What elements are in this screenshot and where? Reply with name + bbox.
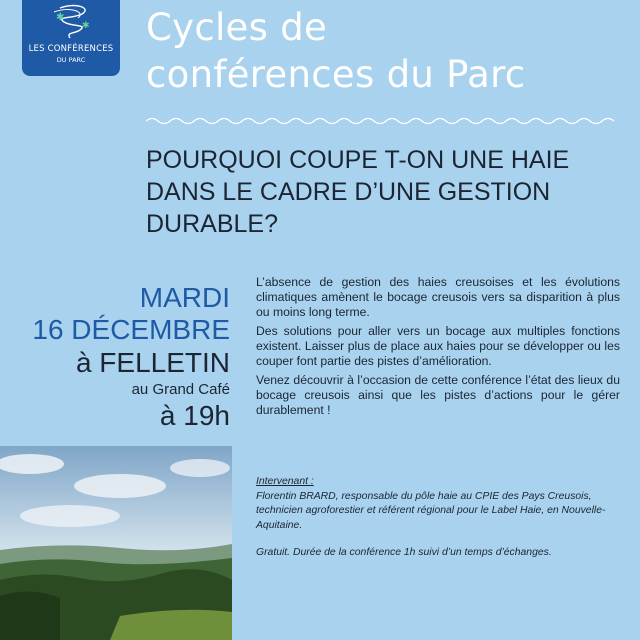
page-title — [146, 4, 525, 98]
admission-info: Gratuit. Durée de la conférence 1h suivi d’un temps d’échanges. — [256, 547, 552, 558]
speaker-text: Florentin BRARD, responsable du pôle haie au CPIE des Pays Creusois, technicien agroforestier et référent régional pour le Label Haie, en Nouvelle-Aquitaine. — [256, 490, 606, 531]
event-time: à 19h — [159, 400, 230, 431]
logo-line-2: DU PARC — [56, 56, 86, 64]
question-line-2: DANS LE CADRE D’UNE GESTION — [146, 178, 551, 206]
question-line-1: POURQUOI COUPE T-ON UNE HAIE — [146, 146, 570, 174]
description-paragraph-3: Venez découvrir à l’occasion de cette conférence l’état des lieux du bocage creusois ainsi que les pistes d’actions pour le gérer durablement ! — [256, 373, 620, 417]
description-paragraph-1: L’absence de gestion des haies creusoises et les évolutions climatiques amènent le bocage creusois vers sa disparition à plus ou moins long terme. — [256, 275, 620, 319]
speaker-label: Intervenant : — [256, 476, 314, 487]
event-day: MARDI — [139, 282, 230, 313]
wave-divider — [146, 116, 622, 126]
question-line-3: DURABLE? — [146, 210, 278, 238]
landscape-photo — [0, 446, 232, 640]
park-logo — [22, 0, 120, 76]
event-town: à FELLETIN — [75, 347, 230, 378]
speaker-info — [256, 475, 622, 561]
event-date: 16 DÉCEMBRE — [32, 314, 230, 345]
conference-question — [146, 144, 569, 240]
event-venue: au Grand Café — [131, 381, 230, 398]
svg-text:✱: ✱ — [82, 21, 90, 31]
description-paragraph-2: Des solutions pour aller vers un bocage aux multiples fonctions existent. Laisser plus de place aux haies pour se développer ou les couper font partie des pistes d’amélioration. — [256, 324, 620, 368]
svg-text:✱: ✱ — [56, 12, 65, 23]
logo-line-1: LES CONFÉRENCES — [28, 44, 114, 54]
event-details — [32, 282, 230, 432]
title-line-2: conférences du Parc — [146, 53, 526, 96]
title-line-1: Cycles de — [146, 6, 328, 49]
event-description — [256, 275, 620, 422]
spiral-icon — [46, 2, 96, 44]
